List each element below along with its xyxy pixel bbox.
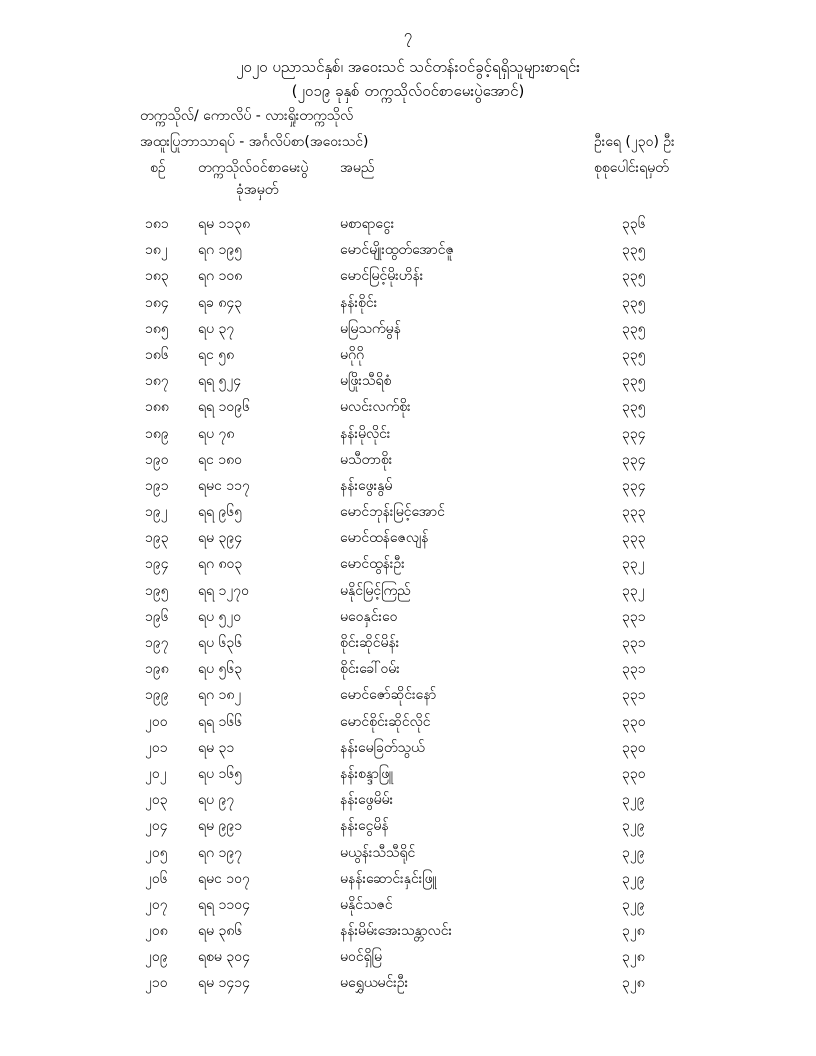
- row-marks: ၃၃၅: [622, 268, 646, 285]
- row-marks: ၃၃၁: [622, 608, 646, 625]
- row-roll-number: ရရ ၁၁၀၄: [198, 896, 251, 913]
- row-roll-number: ရပ ၃၇: [198, 320, 235, 337]
- row-roll-number: ရမင ၁၁၇: [198, 477, 250, 494]
- table-row: [0, 943, 816, 969]
- table-row: [0, 603, 816, 629]
- header-roll-number: တက္ကသိုလ်ဝင်စာမေးပွဲ: [198, 160, 309, 176]
- row-roll-number: ရပ ၅၆၃: [198, 661, 243, 678]
- row-marks: ၃၃၁: [622, 635, 646, 651]
- row-name: မောင်ဇော်ဆိုင်းနော်: [340, 687, 437, 704]
- row-roll-number: ရရ ၉၆၅: [198, 504, 243, 521]
- table-row: [0, 577, 816, 603]
- document-subtitle: (၂၀၁၉ ခုနှစ် တက္ကသိုလ်ဝင်စာမေးပွဲအောင်): [291, 82, 525, 100]
- table-row: [0, 655, 816, 681]
- document-title: ၂၀၂၀ ပညာသင်နှစ်၊ အဝေးသင် သင်တန်းဝင်ခွင့်ရရှိသူများစာရင်း: [236, 58, 580, 76]
- row-name: မနန်းဆောင်းနှင်းဖြူ: [340, 870, 437, 887]
- table-row: [0, 420, 816, 446]
- row-roll-number: ရမ ၃၉၄: [198, 530, 243, 547]
- row-marks: ၃၃၄: [622, 425, 646, 442]
- row-serial-no: ၁၈၁: [145, 216, 169, 232]
- row-serial-no: ၁၈၈: [145, 399, 169, 416]
- row-name: နန်းဖွေးနွမ်: [340, 477, 393, 494]
- row-roll-number: ရမ ၁၁၃၈: [198, 216, 251, 232]
- row-marks: ၃၃၀: [622, 713, 646, 730]
- table-row: [0, 734, 816, 760]
- table-row: [0, 393, 816, 419]
- row-name: မယွန်းသီသီရိုင်: [340, 844, 416, 861]
- row-marks: ၃၃၁: [622, 687, 646, 704]
- row-serial-no: ၁၈၅: [145, 320, 169, 337]
- row-roll-number: ရရ ၁၆၆: [198, 713, 243, 730]
- row-serial-no: ၂၀၀: [145, 713, 168, 730]
- row-marks: ၃၂၉: [622, 818, 645, 835]
- row-name: မနိုင်သဇင်: [340, 896, 393, 913]
- row-marks: ၃၂၈: [622, 949, 645, 966]
- row-marks: ၃၃၂: [622, 556, 645, 573]
- row-name: မောင်မြင့်မိုးဟိန်း: [340, 268, 424, 285]
- row-marks: ၃၃၅: [622, 346, 646, 363]
- row-roll-number: ရင ၅၈: [198, 346, 235, 363]
- row-roll-number: ရင ၁၈၀: [198, 451, 243, 468]
- subject-line: အထူးပြုဘာသာရပ် - အင်္ဂလိပ်စာ(အဝေးသင်): [140, 134, 369, 150]
- row-serial-no: ၂၀၅: [145, 844, 168, 861]
- row-roll-number: ရပ ၉၇: [198, 792, 235, 809]
- row-marks: ၃၂၈: [622, 923, 645, 940]
- row-serial-no: ၁၉၇: [145, 635, 169, 651]
- results-list: [0, 210, 816, 996]
- header-name: အမည်: [340, 160, 375, 176]
- row-serial-no: ၁၈၄: [145, 294, 169, 311]
- table-row: [0, 760, 816, 786]
- row-marks: ၃၃၂: [622, 582, 645, 599]
- row-roll-number: ရမ ၃၈၆: [198, 923, 243, 940]
- row-name: မနိုင်မြင့်ကြည်: [340, 582, 411, 599]
- row-serial-no: ၂၀၇: [145, 896, 168, 913]
- row-serial-no: ၂၀၉: [145, 949, 168, 966]
- row-name: မရွှေယမင်းဦး: [340, 975, 409, 992]
- row-name: မောင်ထန်ဇေလျန်: [340, 530, 429, 547]
- header-roll-number-line2: ခုံအမှတ်: [236, 182, 279, 198]
- table-row: [0, 262, 816, 288]
- row-marks: ၃၃၀: [622, 739, 646, 756]
- row-name: နန်းမိုလိုင်း: [340, 425, 391, 442]
- row-serial-no: ၁၈၇: [145, 373, 169, 390]
- row-serial-no: ၂၀၆: [145, 870, 168, 887]
- row-roll-number: ရခ ၈၄၃: [198, 294, 243, 311]
- row-name: မဝေနှင်းဝေ: [340, 608, 398, 625]
- row-name: မစာရာငွေး: [340, 216, 395, 232]
- table-row: [0, 917, 816, 943]
- row-serial-no: ၂၀၁: [145, 739, 168, 756]
- row-roll-number: ရစမ ၃၀၄: [198, 949, 250, 966]
- row-marks: ၃၃၅: [622, 399, 646, 416]
- row-marks: ၃၃၆: [622, 216, 646, 232]
- row-roll-number: ရပ ၆၃၆: [198, 635, 243, 651]
- row-serial-no: ၁၈၃: [145, 268, 169, 285]
- row-serial-no: ၁၉၄: [145, 556, 169, 573]
- row-marks: ၃၃၅: [622, 373, 646, 390]
- table-row: [0, 629, 816, 655]
- row-roll-number: ရရ ၅၂၄: [198, 373, 242, 390]
- row-name: မောင်စိုင်းဆိုင်လိုင်: [340, 713, 431, 730]
- row-serial-no: ၁၈၉: [145, 425, 169, 442]
- row-marks: ၃၂၉: [622, 844, 645, 861]
- row-marks: ၃၃၄: [622, 477, 646, 494]
- row-serial-no: ၂၀၈: [145, 923, 168, 940]
- row-serial-no: ၂၀၃: [145, 792, 168, 809]
- row-name: မောင်ထွန်းဦး: [340, 556, 405, 573]
- row-name: နန်းစန္ဒာဖြူ: [340, 765, 394, 782]
- row-name: နန်းငွေမိန်: [340, 818, 389, 835]
- row-serial-no: ၁၉၆: [145, 608, 169, 625]
- table-row: [0, 524, 816, 550]
- row-serial-no: ၁၉၉: [145, 687, 169, 704]
- row-name: မသီတာစိုး: [340, 451, 393, 468]
- row-serial-no: ၁၉၁: [145, 477, 169, 494]
- table-row: [0, 289, 816, 315]
- table-row: [0, 446, 816, 472]
- row-name: နန်းမိမ်းအေးသန္တာလင်း: [340, 923, 453, 940]
- row-name: မဂိုဂို: [340, 346, 364, 363]
- row-roll-number: ရဂ ၈၀၃: [198, 556, 243, 573]
- table-row: [0, 681, 816, 707]
- table-row: [0, 472, 816, 498]
- row-marks: ၃၃၅: [622, 294, 646, 311]
- table-row: [0, 786, 816, 812]
- row-name: စိုင်းခေါ်ဝမ်း: [340, 661, 400, 678]
- row-roll-number: ရဂ ၁၉၅: [198, 242, 243, 259]
- row-name: နန်းမေခြတ်သွယ်: [340, 739, 425, 756]
- row-name: မဝင်ရှိမြ: [340, 949, 383, 966]
- table-row: [0, 210, 816, 236]
- row-roll-number: ရပ ၇၈: [198, 425, 235, 442]
- row-serial-no: ၁၈၂: [145, 242, 168, 259]
- university-line: တက္ကသိုလ်/ ကောလိပ် - လားရှိုးတက္ကသိုလ်: [140, 108, 354, 124]
- table-row: [0, 550, 816, 576]
- table-row: [0, 315, 816, 341]
- table-row: [0, 839, 816, 865]
- table-row: [0, 341, 816, 367]
- row-marks: ၃၂၉: [622, 792, 645, 809]
- row-serial-no: ၂၀၄: [145, 818, 168, 835]
- row-marks: ၃၃၅: [622, 242, 646, 259]
- table-row: [0, 708, 816, 734]
- row-serial-no: ၂၁၀: [145, 975, 168, 992]
- intake-count: ဦးရေ (၂၃၀) ဦး: [594, 134, 675, 150]
- row-serial-no: ၁၉၂: [145, 504, 168, 521]
- row-roll-number: ရရ ၁၀၉၆: [198, 399, 251, 416]
- row-name: နန်းစိုင်း: [340, 294, 378, 311]
- row-name: စိုင်းဆိုင်မိန်း: [340, 635, 400, 651]
- header-total-marks: စုစုပေါင်းရမှတ်: [594, 160, 669, 176]
- row-serial-no: ၁၉၈: [145, 661, 169, 678]
- row-serial-no: ၁၉၅: [145, 582, 169, 599]
- row-serial-no: ၁၉၃: [145, 530, 169, 547]
- row-name: မဖြိုးသီရိစံ: [340, 373, 392, 390]
- row-marks: ၃၂၈: [622, 975, 645, 992]
- row-roll-number: ရမ ၁၄၁၄: [198, 975, 250, 992]
- table-row: [0, 969, 816, 995]
- row-marks: ၃၃၁: [622, 661, 646, 678]
- row-roll-number: ရဂ ၁၈၂: [198, 687, 242, 704]
- table-row: [0, 367, 816, 393]
- table-row: [0, 498, 816, 524]
- row-name: မမြသက်မွန်: [340, 320, 401, 337]
- row-roll-number: ရဂ ၁၉၇: [198, 844, 243, 861]
- table-row: [0, 236, 816, 262]
- row-name: မလင်းလက်စိုး: [340, 399, 411, 416]
- row-roll-number: ရပ ၅၂၀: [198, 608, 242, 625]
- row-marks: ၃၃၄: [622, 451, 646, 468]
- row-roll-number: ရမင ၁၀၇: [198, 870, 250, 887]
- table-row: [0, 891, 816, 917]
- row-roll-number: ရဂ ၁၀၈: [198, 268, 243, 285]
- row-marks: ၃၃၀: [622, 765, 646, 782]
- table-row: [0, 812, 816, 838]
- row-serial-no: ၁၈၆: [145, 346, 169, 363]
- row-marks: ၃၃၃: [622, 530, 646, 547]
- header-serial-no: စဉ်: [150, 160, 166, 176]
- row-serial-no: ၁၉၀: [145, 451, 169, 468]
- page-number: ၇: [403, 26, 413, 44]
- row-name: မောင်မျိုးထွတ်အောင်ဇူ: [340, 242, 454, 259]
- row-marks: ၃၂၉: [622, 870, 645, 887]
- row-roll-number: ရပ ၁၆၅: [198, 765, 243, 782]
- row-marks: ၃၃၅: [622, 320, 646, 337]
- row-serial-no: ၂၀၂: [145, 765, 167, 782]
- row-marks: ၃၂၉: [622, 896, 645, 913]
- table-row: [0, 865, 816, 891]
- row-roll-number: ရမ ၃၁: [198, 739, 235, 756]
- row-marks: ၃၃၃: [622, 504, 646, 521]
- row-name: နန်းဖွေမိမ်း: [340, 792, 394, 809]
- row-name: မောင်ဘုန်းမြင့်အောင်: [340, 504, 445, 521]
- row-roll-number: ရမ ၉၉၁: [198, 818, 243, 835]
- row-roll-number: ရရ ၁၂၇၀: [198, 582, 250, 599]
